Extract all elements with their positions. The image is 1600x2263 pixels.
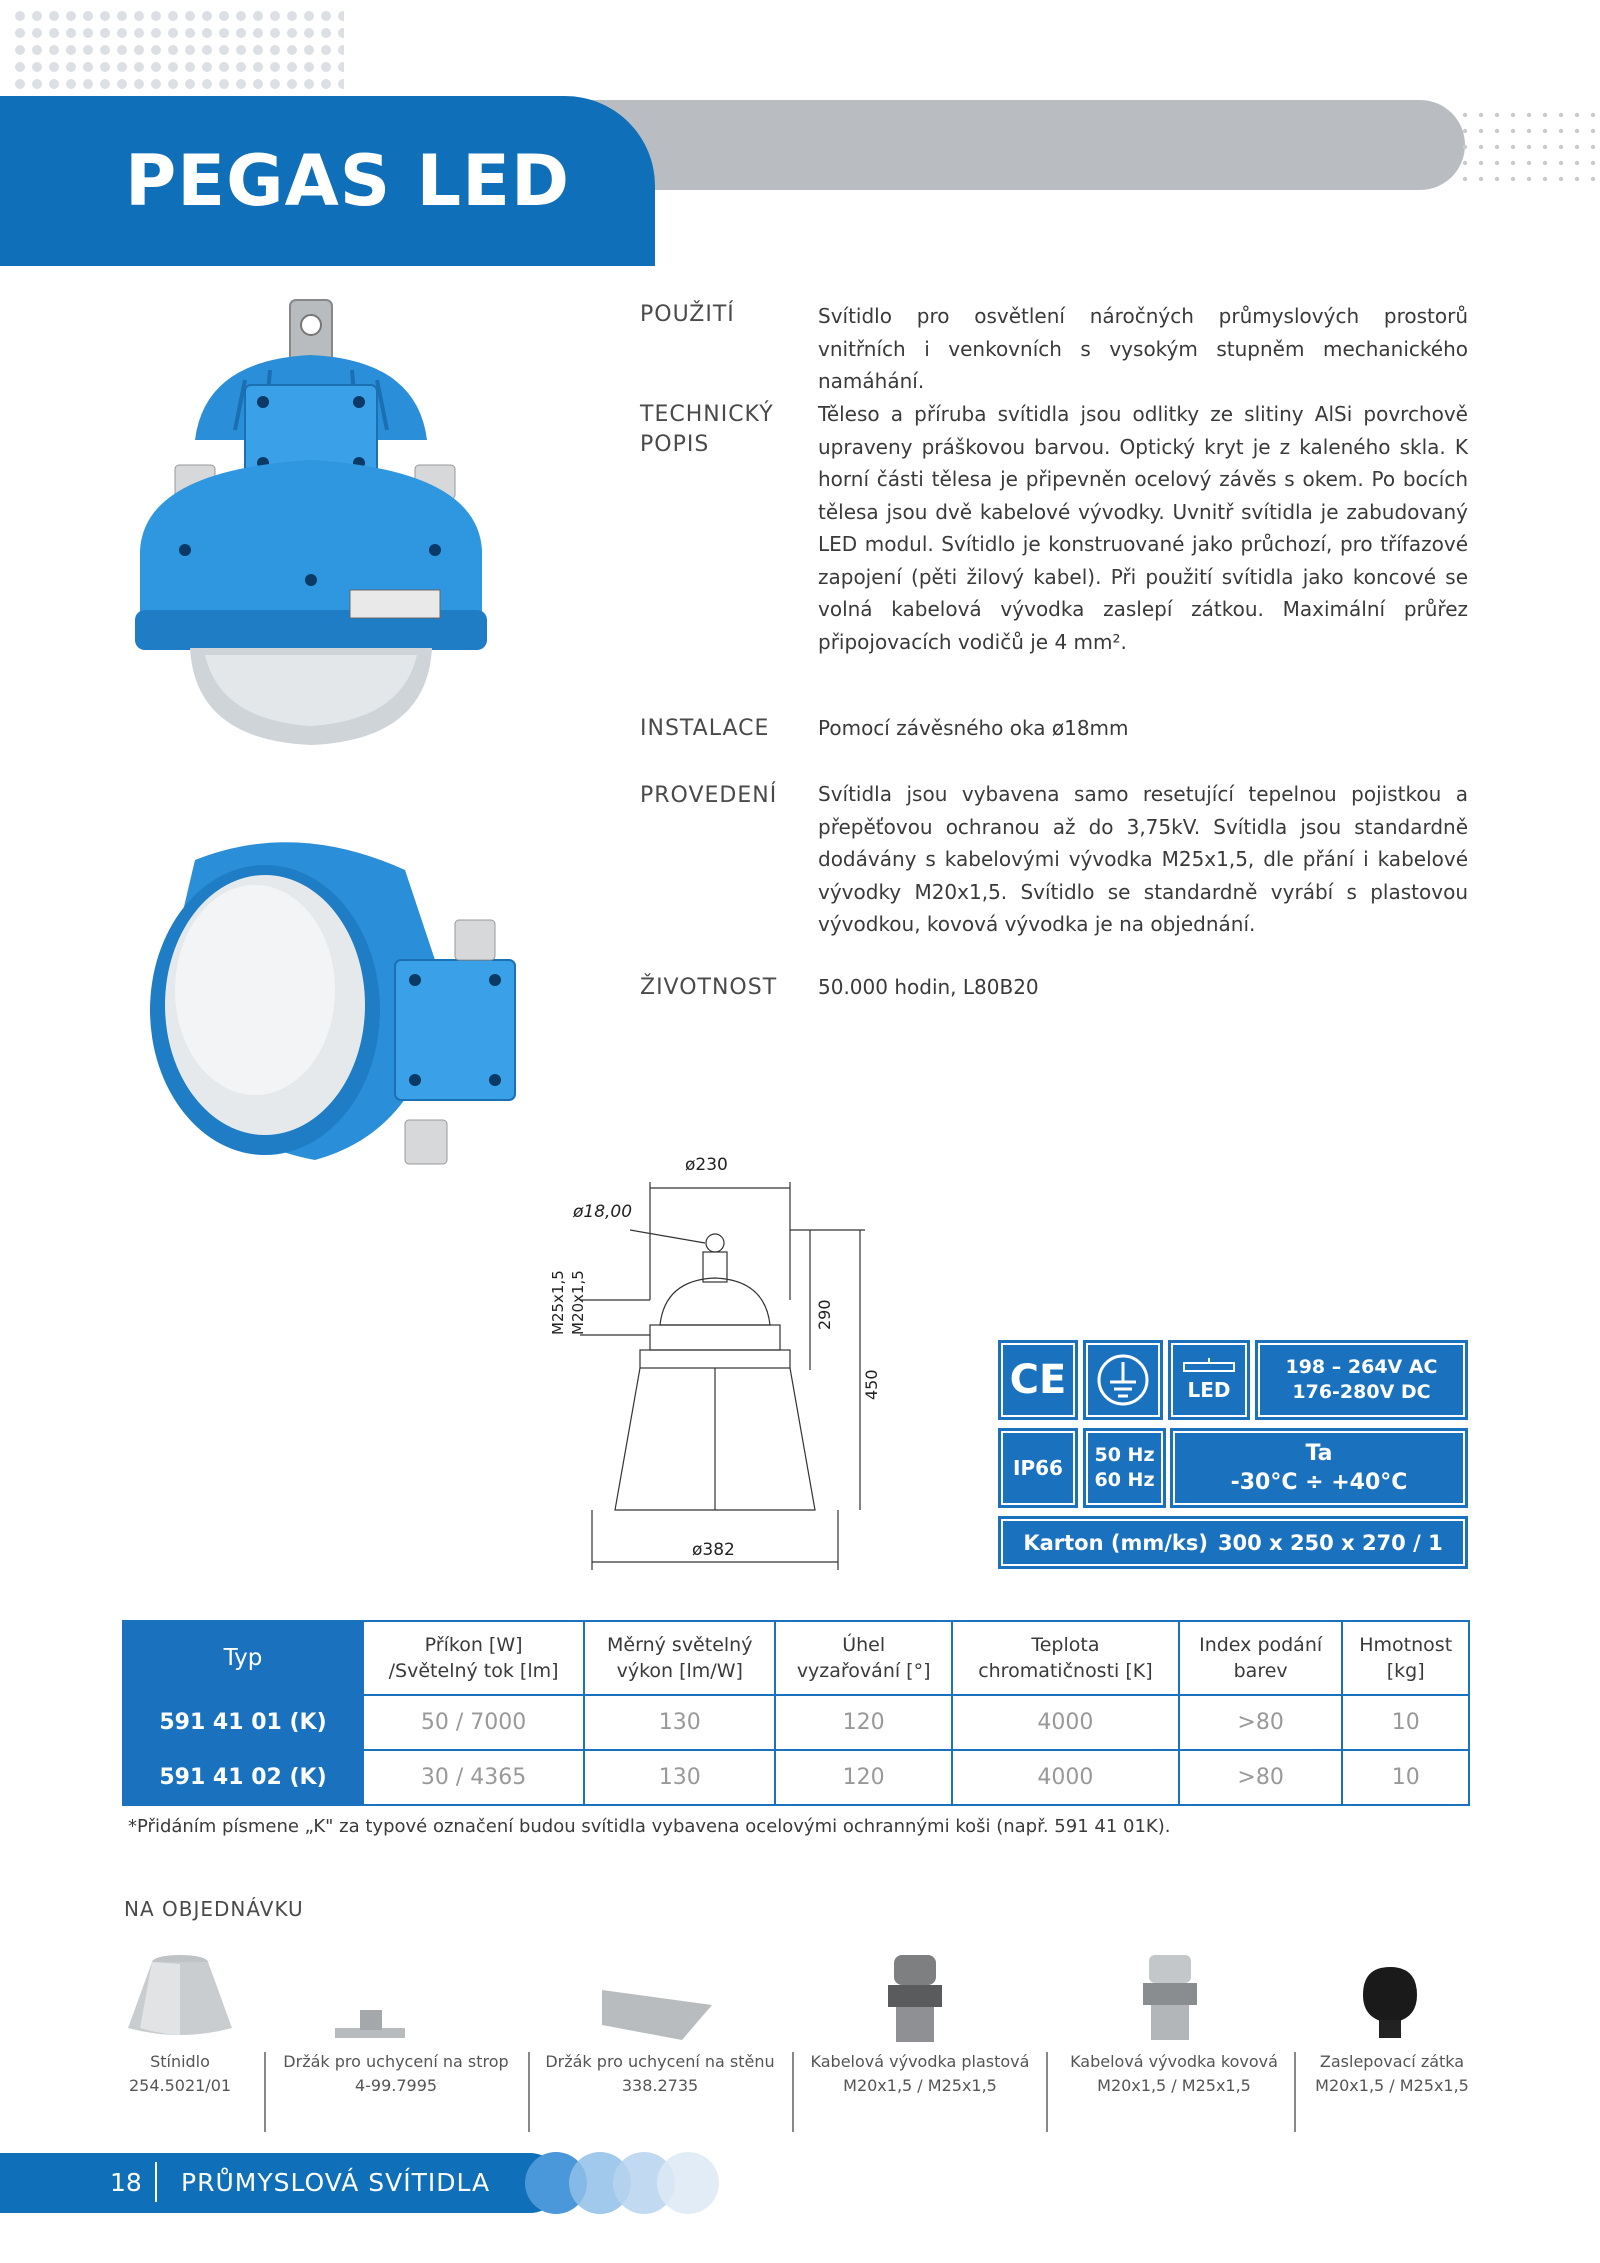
spec-label-provedeni: PROVEDENÍ [640, 783, 778, 808]
accessory-shade [110, 2050, 250, 2098]
frequency-badge [1083, 1428, 1166, 1508]
accessory-divider [1294, 2052, 1296, 2132]
accessory-code: 4-99.7995 [354, 2076, 438, 2095]
accessory-name: Kabelová vývodka kovová [1070, 2052, 1278, 2071]
col-header-prikon: Příkon [W] /Světelný tok [lm] [363, 1621, 584, 1695]
cell-index: >80 [1179, 1750, 1343, 1805]
cell-teplota: 4000 [952, 1750, 1179, 1805]
accessory-code: M20x1,5 / M25x1,5 [1315, 2076, 1469, 2095]
spec-label-pouziti: POUŽITÍ [640, 302, 735, 327]
ambient-temp-label: Ta [1305, 1441, 1333, 1466]
spec-label-technicky-popis: TECHNICKÝ POPIS [640, 402, 774, 457]
page-number: 18 [110, 2168, 142, 2197]
accessory-code: M20x1,5 / M25x1,5 [1097, 2076, 1251, 2095]
dim-glands-label: M25x1,5 M20x1,5 [549, 1270, 587, 1335]
blanking-plug-image [1355, 1965, 1425, 2045]
accessory-divider [264, 2052, 266, 2132]
spec-text-zivotnost: 50.000 hodin, L80B20 [818, 975, 1039, 999]
ceiling-bracket-image [330, 2000, 410, 2050]
voltage-dc: 176-280V DC [1292, 1381, 1431, 1403]
accessory-divider [528, 2052, 530, 2132]
cell-vykon: 130 [584, 1695, 775, 1750]
lamp-photo-angled [125, 800, 565, 1200]
col-header-typ: Typ [123, 1621, 363, 1695]
decorative-dots-right [1460, 110, 1600, 190]
col-header-uhel: Úhel vyzařování [°] [775, 1621, 952, 1695]
ip-rating-label: IP66 [1013, 1456, 1063, 1480]
cell-prikon: 50 / 7000 [363, 1695, 584, 1750]
footer-divider [155, 2162, 157, 2202]
dim-eye-label: ø18,00 [573, 1202, 633, 1222]
cell-teplota: 4000 [952, 1695, 1179, 1750]
accessory-plastic-gland [800, 2050, 1040, 2098]
accessory-name: Držák pro uchycení na strop [283, 2052, 509, 2071]
accessory-name: Stínidlo [150, 2052, 210, 2071]
wall-bracket-image [597, 1985, 717, 2045]
ground-symbol-icon [1083, 1340, 1163, 1420]
dim-bottom-label: ø382 [692, 1540, 735, 1560]
accessory-name: Kabelová vývodka plastová [810, 2052, 1030, 2071]
cell-uhel: 120 [775, 1750, 952, 1805]
dim-h2-label: 450 [862, 1369, 881, 1400]
dim-h1-label: 290 [815, 1299, 834, 1330]
product-table [122, 1620, 1470, 1806]
accessory-code: M20x1,5 / M25x1,5 [843, 2076, 997, 2095]
accessory-blanking-plug [1302, 2050, 1482, 2098]
spec-label-zivotnost: ŽIVOTNOST [640, 975, 778, 1000]
header-gray-band [560, 100, 1465, 190]
ambient-temp-range: -30°C ÷ +40°C [1230, 1470, 1408, 1495]
metal-gland-image [1135, 1950, 1205, 2050]
accessory-divider [1046, 2052, 1048, 2132]
carton-badge [998, 1516, 1468, 1569]
frequency-50: 50 Hz [1094, 1444, 1155, 1466]
frequency-60: 60 Hz [1094, 1469, 1155, 1491]
plastic-gland-image [880, 1950, 950, 2050]
ce-mark-icon [998, 1340, 1078, 1420]
table-footnote: *Přidáním písmene „K" za typové označení budou svítidla vybavena ocelovými ochrannými koši (např. 591 41 01K). [128, 1816, 1171, 1837]
spec-label-instalace: INSTALACE [640, 716, 770, 741]
carton-value: 300 x 250 x 270 / 1 [1217, 1530, 1443, 1555]
col-header-merny-vykon: Měrný světelný výkon [lm/W] [584, 1621, 775, 1695]
spec-text-technicky-popis: Těleso a příruba svítidla jsou odlitky ze slitiny AlSi povrchově upraveny práškovou barvou. Optický kryt je z kaleného skla. K horní části tělesa je připevněn ocelový závěs s okem. Po bocích tělesa jsou dvě kabelové vývodky. Uvnitř svítidla je zabudovaný LED modul. Svítidlo je konstruované jako průchozí, pro třífazové zapojení (pěti žilový kabel). Při použití svítidla jako koncové se volná kabelová vývodka zaslepí zátkou. Maximální průřez připojovacích vodičů je 4 mm². [818, 402, 1468, 654]
voltage-badge [1255, 1340, 1468, 1420]
order-section-title: NA OBJEDNÁVKU [124, 1897, 304, 1921]
accessory-wall-bracket [536, 2050, 784, 2098]
ip-rating-badge [998, 1428, 1078, 1508]
ce-mark-label: CE [1009, 1357, 1067, 1403]
cell-index: >80 [1179, 1695, 1343, 1750]
cell-prikon: 30 / 4365 [363, 1750, 584, 1805]
cell-typ: 591 41 01 (K) [123, 1695, 363, 1750]
accessory-name: Zaslepovací zátka [1319, 2052, 1465, 2071]
spec-text-provedeni: Svítidla jsou vybavena samo resetující tepelnou pojistkou a přepěťovou ochranou až do 3,75kV. Svítidla jsou standardně dodávány s kabelovými vývodka M25x1,5, dle přání i kabelové vývodky M20x1,5. Svítidlo se standardně vyrábí s plastovou vývodkou, kovová vývodka je na objednání. [818, 782, 1468, 936]
cell-hmotnost: 10 [1342, 1750, 1469, 1805]
col-header-index: Index podání barev [1179, 1621, 1343, 1695]
cell-typ: 591 41 02 (K) [123, 1750, 363, 1805]
page-title: PEGAS LED [125, 140, 571, 222]
decorative-dots [14, 10, 344, 90]
lamp-photo-front [125, 290, 525, 780]
footer-decorative-circles [520, 2150, 740, 2216]
led-label: LED [1187, 1378, 1231, 1402]
voltage-ac: 198 – 264V AC [1285, 1356, 1438, 1378]
table-row [123, 1695, 1469, 1750]
accessory-divider [792, 2052, 794, 2132]
spec-text-instalace: Pomocí závěsného oka ø18mm [818, 716, 1129, 740]
spec-text-pouziti: Svítidlo pro osvětlení náročných průmyslových prostorů vnitřních i venkovních s vysokým stupněm mechanického namáhání. [818, 304, 1468, 393]
cell-uhel: 120 [775, 1695, 952, 1750]
accessory-metal-gland [1054, 2050, 1294, 2098]
dim-top-label: ø230 [685, 1155, 728, 1175]
accessory-code: 338.2735 [621, 2076, 699, 2095]
col-header-hmotnost: Hmotnost [kg] [1342, 1621, 1469, 1695]
cell-hmotnost: 10 [1342, 1695, 1469, 1750]
table-row [123, 1750, 1469, 1805]
ambient-temp-badge [1170, 1428, 1468, 1508]
col-header-teplota: Teplota chromatičnosti [K] [952, 1621, 1179, 1695]
cell-vykon: 130 [584, 1750, 775, 1805]
accessory-code: 254.5021/01 [128, 2076, 232, 2095]
accessory-ceiling-bracket [272, 2050, 520, 2098]
accessory-name: Držák pro uchycení na stěnu [545, 2052, 775, 2071]
carton-label: Karton (mm/ks) [1023, 1530, 1208, 1555]
shade-accessory-image [120, 1950, 240, 2040]
table-header-row [123, 1621, 1469, 1695]
footer-section-title: PRŮMYSLOVÁ SVÍTIDLA [181, 2168, 491, 2197]
led-icon [1168, 1340, 1250, 1420]
